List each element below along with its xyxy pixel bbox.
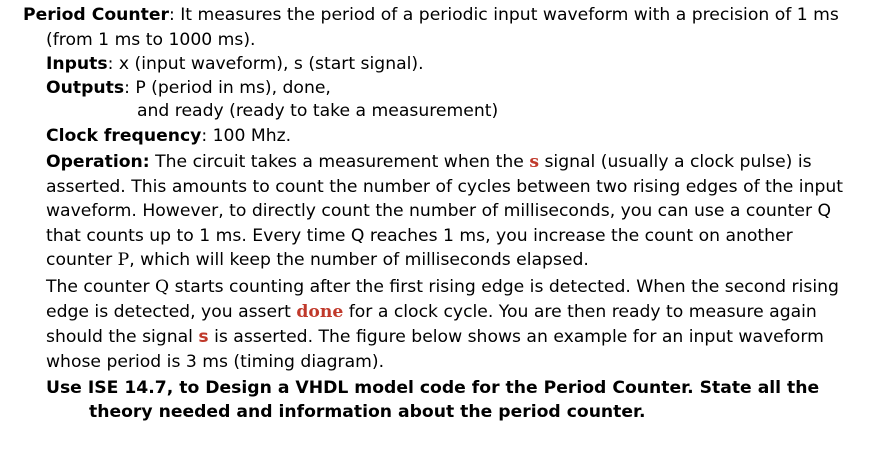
task-text-2: theory needed and information about the period counter. xyxy=(89,402,646,422)
operation-text-3: waveform. However, to directly count the number of milliseconds, you can use a counter Q xyxy=(46,201,832,221)
operation-text-6a: The counter xyxy=(46,277,156,297)
intro-line-1 xyxy=(23,3,839,27)
operation-line-2 xyxy=(46,175,843,199)
signal-s-highlight-2: s xyxy=(198,327,209,347)
counter-p: P xyxy=(117,250,130,270)
operation-text-9: whose period is 3 ms (timing diagram). xyxy=(46,352,385,372)
operation-line-3 xyxy=(46,199,831,223)
intro-line-2 xyxy=(46,28,256,52)
task-line-2 xyxy=(89,400,646,424)
operation-line-5 xyxy=(46,248,589,272)
outputs-label: Outputs xyxy=(46,78,125,98)
operation-label: Operation: xyxy=(46,152,150,172)
task-text-1: Use ISE 14.7, to Design a VHDL model code for the Period Counter. State all the xyxy=(46,378,820,398)
done-highlight: done xyxy=(296,302,344,322)
outputs-text: : P (period in ms), done, xyxy=(124,78,331,98)
intro-text-1: : It measures the period of a periodic input waveform with a precision of 1 ms xyxy=(168,5,839,25)
operation-text-7b: for a clock cycle. You are then ready to measure again xyxy=(343,302,817,322)
outputs-line-2 xyxy=(137,99,498,123)
clock-line xyxy=(46,124,291,148)
outputs-line xyxy=(46,76,331,100)
operation-text-6b: starts counting after the first rising edge is detected. When the second rising xyxy=(169,277,839,297)
inputs-line xyxy=(46,52,424,76)
task-line-1 xyxy=(46,376,819,400)
operation-line-9 xyxy=(46,350,384,374)
clock-text: : 100 Mhz. xyxy=(201,126,292,146)
intro-text-2: (from 1 ms to 1000 ms). xyxy=(46,30,256,50)
operation-text-2: asserted. This amounts to count the number of cycles between two rising edges of the input xyxy=(46,177,844,197)
operation-text-1b: signal (usually a clock pulse) is xyxy=(539,152,812,172)
outputs-text-2: and ready (ready to take a measurement) xyxy=(137,101,499,121)
operation-text-8b: is asserted. The figure below shows an example for an input waveform xyxy=(208,327,824,347)
signal-s-highlight: s xyxy=(529,152,540,172)
inputs-label: Inputs xyxy=(46,54,108,74)
inputs-text: : x (input waveform), s (start signal). xyxy=(107,54,424,74)
operation-line-6 xyxy=(46,275,839,299)
operation-line-1 xyxy=(46,150,812,174)
operation-text-5b: , which will keep the number of milliseconds elapsed. xyxy=(129,250,589,270)
operation-text-7a: edge is detected, you assert xyxy=(46,302,297,322)
operation-text-1a: The circuit takes a measurement when the xyxy=(149,152,530,172)
operation-text-5a: counter xyxy=(46,250,118,270)
operation-line-4 xyxy=(46,224,793,248)
operation-text-4: that counts up to 1 ms. Every time Q reaches 1 ms, you increase the count on another xyxy=(46,226,793,246)
operation-line-8 xyxy=(46,325,824,349)
operation-text-8a: should the signal xyxy=(46,327,199,347)
title-period-counter: Period Counter xyxy=(23,5,169,25)
operation-line-7 xyxy=(46,300,817,324)
counter-q: Q xyxy=(155,277,170,297)
clock-label: Clock frequency xyxy=(46,126,202,146)
